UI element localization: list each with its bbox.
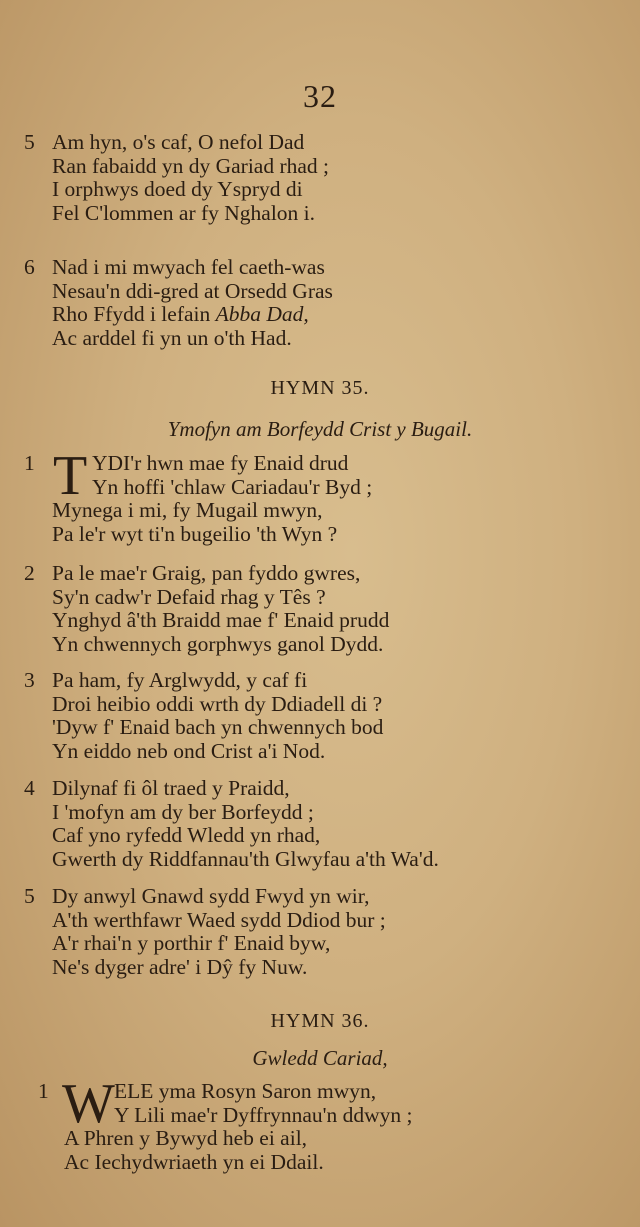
stanza-number: 3: [24, 668, 35, 692]
verse-line: Dilynaf fi ôl traed y Praidd,: [52, 776, 290, 800]
verse-line: Rho Ffydd i lefain: [52, 302, 216, 326]
stanza-number: 2: [24, 561, 35, 585]
verse-line: Ynghyd â'th Braidd mae f' Enaid prudd: [52, 608, 390, 632]
verse-line: Fel C'lommen ar fy Nghalon i.: [52, 200, 316, 225]
verse-line: Ran fabaidd yn dy Gariad rhad ;: [52, 153, 330, 178]
verse-line: Mynega i mi, fy Mugail mwyn,: [52, 498, 323, 522]
stanza-number: 4: [24, 776, 35, 800]
verse-line: Ne's dyger adre' i Dŷ fy Nuw.: [52, 954, 308, 979]
hymn-35-subtitle: Ymofyn am Borfeydd Crist y Bugail.: [167, 417, 473, 441]
verse-line: Droi heibio oddi wrth dy Ddiadell di ?: [52, 691, 383, 716]
verse-line: Yn chwennych gorphwys ganol Dydd.: [52, 631, 384, 656]
verse-line: A'th werthfawr Waed sydd Ddiod bur ;: [52, 907, 386, 932]
verse-line: Gwerth dy Riddfannau'th Glwyfau a'th Wa'd.: [52, 846, 439, 871]
verse-line: Pa ham, fy Arglwydd, y caf fi: [52, 668, 308, 692]
hymn-35-stanza-4: [24, 777, 624, 871]
verse-line: Ac Iechydwriaeth yn ei Ddail.: [64, 1149, 324, 1174]
verse-line: Pa le'r wyt ti'n bugeilio 'th Wyn ?: [52, 521, 338, 546]
stanza-number: 6: [24, 255, 35, 279]
stanza-number: 5: [24, 884, 35, 908]
verse-line: ELE yma Rosyn Saron mwyn,: [114, 1079, 377, 1103]
verse-line: Am hyn, o's caf, O nefol Dad: [52, 130, 305, 154]
stanza-number: 5: [24, 130, 35, 154]
hymn-35-stanza-5: [24, 885, 624, 979]
verse-line: 'Dyw f' Enaid bach yn chwennych bod: [52, 715, 384, 739]
verse-line: Yn hoffi 'chlaw Cariadau'r Byd ;: [92, 474, 373, 499]
verse-line: Caf yno ryfedd Wledd yn rhad,: [52, 823, 321, 847]
verse-line: A Phren y Bywyd heb ei ail,: [64, 1126, 308, 1150]
verse-line: I orphwys doed dy Yspryd di: [52, 177, 303, 201]
stanza-number: 1: [24, 451, 35, 475]
verse-line: YDI'r hwn mae fy Enaid drud: [92, 451, 349, 475]
hymn-35-title: HYMN 35.: [270, 377, 370, 399]
italic-phrase: Abba Dad,: [215, 302, 309, 326]
drop-cap: W: [62, 1073, 115, 1135]
verse-line: Y Lili mae'r Dyffrynnau'n ddwyn ;: [114, 1102, 413, 1127]
page-number: 32: [303, 78, 337, 114]
verse-line: I 'mofyn am dy ber Borfeydd ;: [52, 799, 314, 824]
stanza-number: 1: [38, 1079, 49, 1103]
verse-line: Nesau'n ddi-gred at Orsedd Gras: [52, 278, 333, 303]
stanza-6: [24, 256, 624, 350]
hymn-36-title: HYMN 36.: [270, 1010, 370, 1032]
hymn-35-stanza-1: [24, 445, 624, 546]
verse-line: Pa le mae'r Graig, pan fyddo gwres,: [52, 561, 361, 585]
verse-line: Nad i mi mwyach fel caeth-was: [52, 255, 325, 279]
hymn-35-stanza-2: [24, 562, 624, 656]
drop-cap: T: [53, 445, 88, 507]
hymn-36-stanza-1: [24, 1073, 624, 1174]
hymn-35-stanza-3: [24, 669, 624, 763]
verse-line: Ac arddel fi yn un o'th Had.: [52, 325, 292, 350]
verse-line: Yn eiddo neb ond Crist a'i Nod.: [52, 738, 326, 763]
verse-line: A'r rhai'n y porthir f' Enaid byw,: [52, 931, 331, 955]
hymn-36-subtitle: Gwledd Cariad,: [252, 1046, 388, 1070]
stanza-5: [24, 131, 624, 225]
verse-line: Dy anwyl Gnawd sydd Fwyd yn wir,: [52, 884, 370, 908]
verse-line: Sy'n cadw'r Defaid rhag y Tês ?: [52, 584, 326, 609]
